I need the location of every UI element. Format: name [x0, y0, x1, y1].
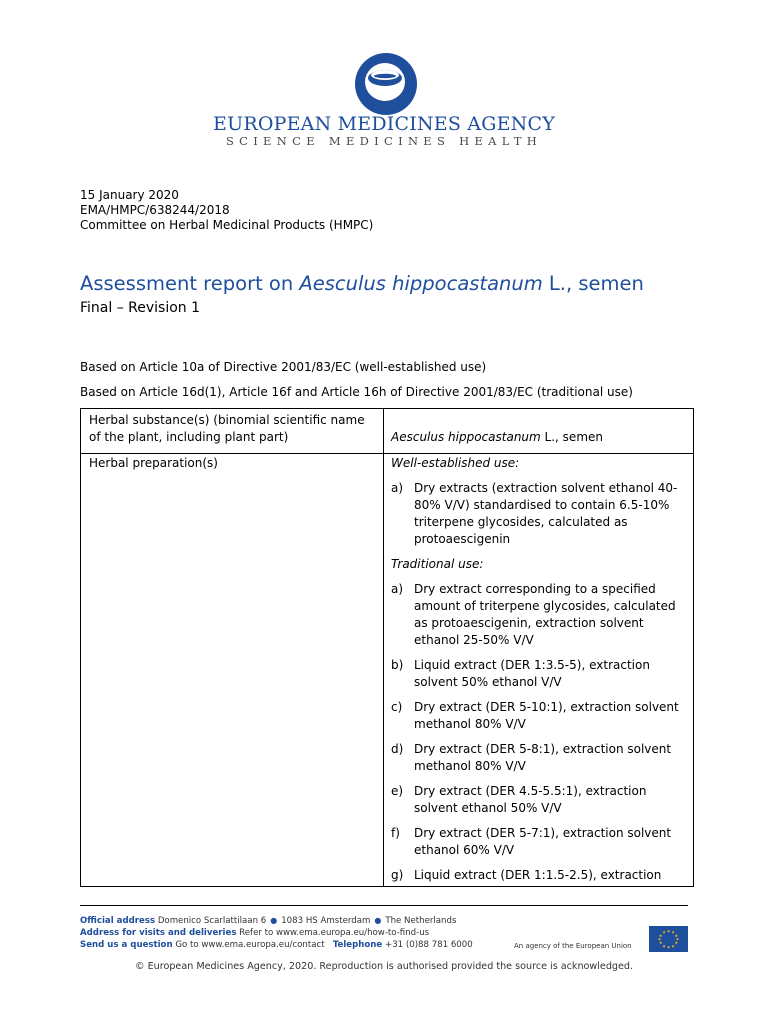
svg-text:★: ★ [675, 936, 680, 942]
table-row-divider [81, 453, 693, 454]
ema-logo-icon [354, 52, 418, 116]
substance-species: Aesculus hippocastanum [391, 430, 541, 444]
herbal-substance-value [391, 429, 687, 446]
svg-text:★: ★ [658, 933, 663, 938]
list-item [391, 657, 687, 691]
list-item [391, 581, 687, 649]
question-label: Send us a question [80, 940, 173, 950]
official-address [80, 916, 456, 926]
official-address-label: Official address [80, 916, 156, 926]
eu-agency-note: An agency of the European Union [514, 942, 632, 950]
agency-tagline: SCIENCE MEDICINES HEALTH [225, 134, 543, 148]
legal-basis-wellestablished: Based on Article 10a of Directive 2001/83/EC (well-established use) [80, 360, 487, 374]
list-item [391, 825, 687, 859]
list-item-text: Liquid extract (DER 1:3.5-5), extraction solvent 50% ethanol V/V [414, 658, 650, 689]
document-date: 15 January 2020 [80, 188, 179, 202]
table-column-divider [383, 409, 384, 886]
list-item-text: Liquid extract (DER 1:1.5-2.5), extraction [414, 868, 662, 882]
visits-label: Address for visits and deliveries [80, 928, 237, 938]
official-postcode: 1083 HS Amsterdam [281, 916, 371, 926]
document-meta [80, 188, 373, 233]
traditional-heading: Traditional use: [391, 557, 484, 571]
list-item-text: Dry extract (DER 5-8:1), extraction solvent methanol 80% V/V [414, 742, 672, 773]
herbal-substance-label: Herbal substance(s) (binomial scientific name of the plant, including plant part) [89, 413, 365, 444]
committee-name: Committee on Herbal Medicinal Products (HMPC) [80, 218, 374, 232]
herbal-preparation-value [391, 455, 687, 887]
svg-text:★: ★ [658, 940, 663, 945]
eu-flag-icon [649, 926, 688, 952]
official-country: The Netherlands [385, 916, 457, 926]
svg-text:★: ★ [671, 943, 675, 949]
list-item-text: Dry extracts (extraction solvent ethanol 40-80% V/V) standardised to contain 6.5-10% triterpene glycosides, calculated as protoaescigenin [414, 481, 678, 546]
list-marker: f) [391, 826, 400, 840]
title-suffix: L., semen [542, 272, 644, 295]
list-item-text: Dry extract corresponding to a specified amount of triterpene glycosides, calculated as protoaescigenin, extraction solvent ethanol 25-50% V/V [414, 582, 676, 647]
footer-divider [80, 905, 688, 906]
bullet-icon: ● [374, 916, 382, 925]
visits-link[interactable]: Refer to www.ema.europa.eu/how-to-find-us [239, 928, 430, 938]
list-item-text: Dry extract (DER 4.5-5.5:1), extraction solvent ethanol 50% V/V [414, 784, 647, 815]
substance-table [80, 408, 694, 887]
document-title [80, 272, 644, 295]
list-item [391, 783, 687, 817]
document-reference: EMA/HMPC/638244/2018 [80, 203, 230, 217]
traditional-list [391, 581, 687, 884]
list-item-text: Dry extract (DER 5-10:1), extraction solvent methanol 80% V/V [414, 700, 679, 731]
title-prefix: Assessment report on [80, 272, 300, 295]
list-item [391, 867, 687, 884]
svg-text:★: ★ [674, 933, 679, 938]
contact-line [80, 940, 473, 950]
agency-name: EUROPEAN MEDICINES AGENCY [213, 113, 555, 135]
list-marker: c) [391, 700, 403, 714]
list-item [391, 699, 687, 733]
substance-suffix: L., semen [540, 430, 603, 444]
list-marker: d) [391, 742, 404, 756]
list-marker: e) [391, 784, 404, 798]
list-marker: a) [391, 582, 404, 596]
well-established-list [391, 480, 687, 548]
well-established-heading: Well-established use: [391, 456, 520, 470]
telephone-label: Telephone [332, 940, 383, 950]
svg-text:★: ★ [662, 929, 666, 935]
list-item [391, 741, 687, 775]
contact-link[interactable]: Go to www.ema.europa.eu/contact [175, 940, 325, 950]
list-marker: g) [391, 868, 404, 882]
copyright-notice: © European Medicines Agency, 2020. Reproduction is authorised provided the source is acknowledged. [134, 961, 634, 972]
legal-basis-traditional: Based on Article 16d(1), Article 16f and Article 16h of Directive 2001/83/EC (traditional use) [80, 385, 633, 399]
svg-text:★: ★ [674, 940, 679, 945]
svg-text:★: ★ [657, 936, 662, 942]
svg-text:★: ★ [662, 943, 666, 949]
list-item [391, 480, 687, 548]
svg-text:★: ★ [671, 929, 675, 935]
herbal-preparation-label: Herbal preparation(s) [89, 456, 218, 470]
title-species: Aesculus hippocastanum [299, 272, 543, 295]
visits-address [80, 928, 429, 938]
list-marker: b) [391, 658, 404, 672]
svg-text:★: ★ [666, 944, 671, 950]
document-subtitle: Final – Revision 1 [80, 300, 201, 316]
official-street: Domenico Scarlattilaan 6 [157, 916, 267, 926]
telephone-value: +31 (0)88 781 6000 [385, 940, 473, 950]
list-marker: a) [391, 481, 404, 495]
list-item-text: Dry extract (DER 5-7:1), extraction solvent ethanol 60% V/V [414, 826, 672, 857]
bullet-icon: ● [270, 916, 278, 925]
svg-text:★: ★ [666, 928, 671, 934]
